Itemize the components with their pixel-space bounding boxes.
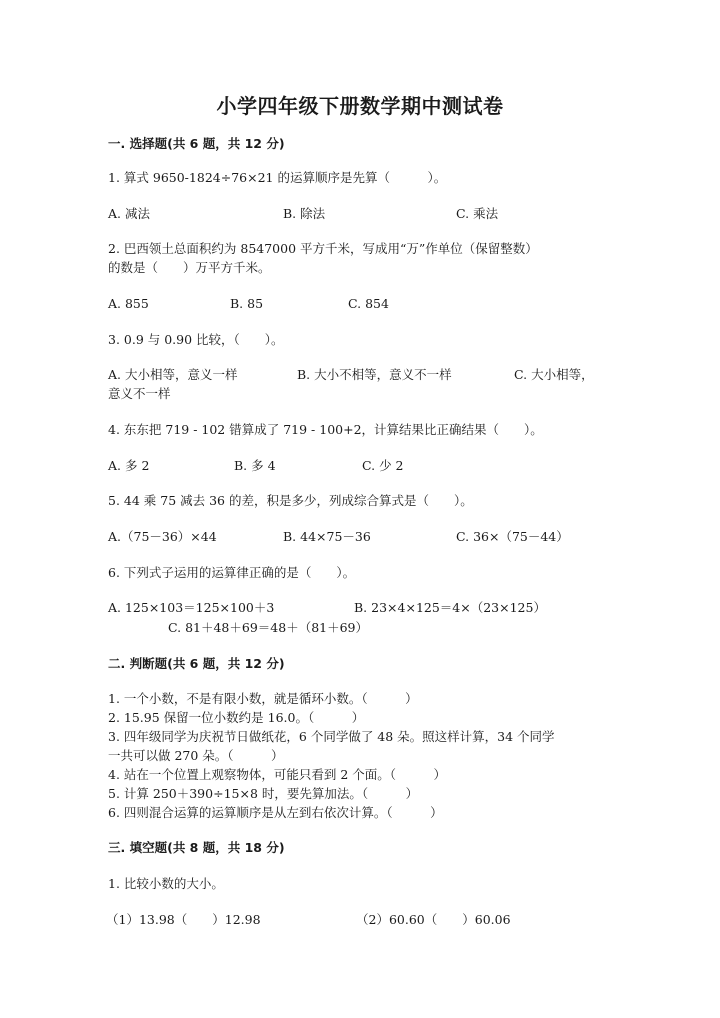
option-b: B. 除法: [283, 206, 326, 221]
judge-item: 3. 四年级同学为庆祝节日做纸花，6 个同学做了 48 朵。照这样计算，34 个同学: [108, 729, 555, 744]
question-text: 1. 算式 9650-1824÷76×21 的运算顺序是先算（ ）。: [108, 170, 447, 185]
option-c: C. 少 2: [362, 458, 404, 473]
question-text: 1. 比较小数的大小。: [108, 876, 224, 891]
option-b: B. 多 4: [234, 458, 276, 473]
judge-item: 6. 四则混合运算的运算顺序是从左到右依次计算。（ ）: [108, 805, 443, 820]
option-b: B. 23×4×125＝4×（23×125）: [354, 600, 546, 615]
fill-part-1: （1）13.98（ ）12.98: [106, 912, 261, 927]
section-header-fill: 三. 填空题(共 8 题，共 18 分): [108, 840, 285, 855]
option-c: C. 81＋48＋69＝48＋（81＋69）: [168, 620, 369, 635]
option-a: A. 减法: [108, 206, 150, 221]
option-b: B. 85: [230, 296, 264, 311]
section-header-judge: 二. 判断题(共 6 题，共 12 分): [108, 656, 285, 671]
fill-part-2: （2）60.60（ ）60.06: [356, 912, 511, 927]
question-text: 3. 0.9 与 0.90 比较，（ ）。: [108, 332, 284, 347]
option-b: B. 44×75－36: [283, 529, 371, 544]
judge-item: 1. 一个小数，不是有限小数，就是循环小数。（ ）: [108, 691, 418, 706]
judge-item: 2. 15.95 保留一位小数约是 16.0。（ ）: [108, 710, 365, 725]
option-a: A. 125×103＝125×100＋3: [108, 600, 275, 615]
question-text: 4. 东东把 719 - 102 错算成了 719 - 100+2，计算结果比正确结果（ ）。: [108, 422, 543, 437]
option-c: C. 大小相等，: [514, 367, 594, 382]
judge-item: 4. 站在一个位置上观察物体，可能只看到 2 个面。（ ）: [108, 767, 447, 782]
question-text-cont: 的数是（ ）万平方千米。: [108, 260, 271, 275]
option-c: C. 乘法: [456, 206, 499, 221]
option-a: A. 855: [108, 296, 149, 311]
page-title: 小学四年级下册数学期中测试卷: [216, 94, 504, 118]
question-text: 6. 下列式子运用的运算律正确的是（ ）。: [108, 565, 356, 580]
option-c: C. 854: [348, 296, 389, 311]
option-a: A.（75－36）×44: [108, 529, 217, 544]
judge-item-cont: 一共可以做 270 朵。（ ）: [108, 748, 284, 763]
section-header-choice: 一. 选择题(共 6 题，共 12 分): [108, 136, 285, 151]
question-text: 5. 44 乘 75 减去 36 的差，积是多少，列成综合算式是（ ）。: [108, 493, 473, 508]
option-b: B. 大小不相等，意义不一样: [297, 367, 452, 382]
option-a: A. 大小相等，意义一样: [108, 367, 238, 382]
option-c-cont: 意义不一样: [108, 386, 171, 401]
judge-item: 5. 计算 250＋390÷15×8 时，要先算加法。（ ）: [108, 786, 419, 801]
option-a: A. 多 2: [108, 458, 150, 473]
question-text: 2. 巴西领土总面积约为 8547000 平方千米，写成用“万”作单位（保留整数）: [108, 241, 538, 256]
option-c: C. 36×（75－44）: [456, 529, 569, 544]
